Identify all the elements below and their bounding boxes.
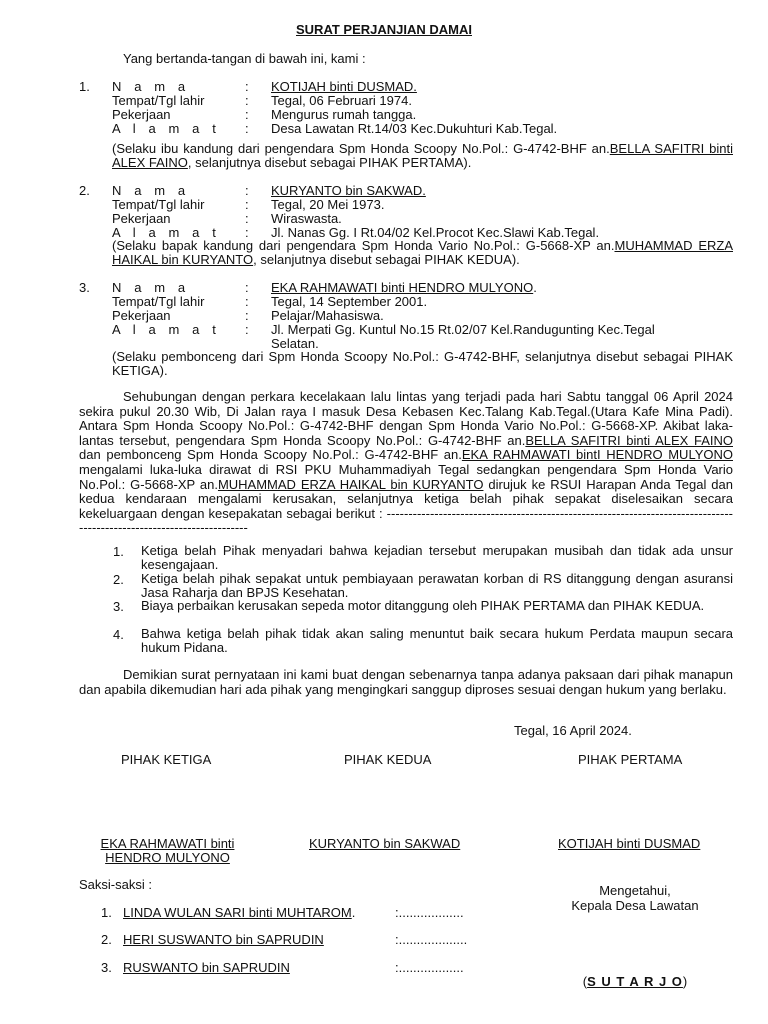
signature-name-kedua: KURYANTO bin SAKWAD	[309, 836, 461, 851]
party-address: Desa Lawatan Rt.14/03 Kec.Dukuhturi Kab.Tegal.	[271, 121, 558, 136]
closing-paragraph: Demikian surat pernyataan ini kami buat dengan sebenarnya tanpa adanya paksaan dari pihak manapun dan apabila dikemudian hari ada pihak yang mengingkari sanggup diproses sesuai dengan hukum yang berlaku.	[79, 667, 733, 697]
village-title: Kepala Desa Lawatan	[571, 898, 699, 913]
signature-title-kedua: PIHAK KEDUA	[344, 752, 432, 767]
colon: :	[245, 93, 249, 108]
signature-name-pertama: KOTIJAH binti DUSMAD	[558, 836, 701, 851]
witness-signature-line: :..................	[395, 905, 464, 920]
party-number: 2.	[79, 183, 90, 198]
list-text: Biaya perbaikan kerusakan sepeda motor ditanggung oleh PIHAK PERTAMA dan PIHAK KEDUA.	[141, 598, 705, 613]
birth-label: Tempat/Tgl lahir	[112, 93, 205, 108]
colon: :	[245, 121, 249, 136]
job-label: Pekerjaan	[112, 308, 171, 323]
party-address-line-2: Selatan.	[271, 336, 319, 351]
colon: :	[245, 308, 249, 323]
party-name: EKA RAHMAWATI binti HENDRO MULYONO.	[271, 280, 537, 295]
village-head-name: (S U T A R J O)	[582, 974, 688, 989]
colon: :	[245, 294, 249, 309]
witness-number: 2.	[101, 932, 112, 947]
witness-signature-line: :..................	[395, 960, 464, 975]
signature-name-ketiga: EKA RAHMAWATI binti	[100, 836, 235, 851]
witness-name: LINDA WULAN SARI binti MUHTAROM.	[123, 905, 356, 920]
colon: :	[245, 183, 249, 198]
party-name: KOTIJAH binti DUSMAD.	[271, 79, 417, 94]
signature-name-ketiga-line-2: HENDRO MULYONO	[105, 850, 230, 865]
intro-line: Yang bertanda-tangan di bawah ini, kami :	[123, 51, 366, 66]
list-number: 4.	[113, 627, 124, 642]
colon: :	[245, 322, 249, 337]
party-role-note: (Selaku pembonceng dari Spm Honda Scoopy No.Pol.: G-4742-BHF, selanjutnya disebut sebagai PIHAK KETIGA).	[112, 349, 733, 378]
list-text: Ketiga belah pihak sepakat untuk pembiayaan perawatan korban di RS ditanggung dengan asuransi Jasa Raharja dan BPJS Kesehatan.	[141, 571, 733, 600]
birth-label: Tempat/Tgl lahir	[112, 294, 205, 309]
party-number: 1.	[79, 79, 90, 94]
party-role-note: (Selaku ibu kandung dari pengendara Spm Honda Scoopy No.Pol.: G-4742-BHF an.BELLA SAFITRI binti ALEX FAINO, selanjutnya disebut sebagai PIHAK PERTAMA).	[112, 141, 733, 170]
party-role-note: (Selaku bapak kandung dari pengendara Spm Honda Vario No.Pol.: G-5668-XP an.MUHAMMAD ERZA HAIKAL bin KURYANTO, selanjutnya disebut sebagai PIHAK KEDUA).	[112, 238, 733, 267]
party-job: Pelajar/Mahasiswa.	[271, 308, 384, 323]
witness-name: HERI SUSWANTO bin SAPRUDIN	[123, 932, 324, 947]
party-number: 3.	[79, 280, 90, 295]
list-text: Ketiga belah Pihak menyadari bahwa kejadian tersebut merupakan musibah dan tidak ada unsur kesengajaan.	[141, 543, 733, 572]
colon: :	[245, 225, 249, 240]
witness-name: RUSWANTO bin SAPRUDIN	[123, 960, 290, 975]
list-number: 3.	[113, 599, 124, 614]
name-label: N a m a	[112, 280, 190, 295]
party-birth: Tegal, 06 Februari 1974.	[271, 93, 412, 108]
job-label: Pekerjaan	[112, 107, 171, 122]
birth-label: Tempat/Tgl lahir	[112, 197, 205, 212]
signature-title-pertama: PIHAK PERTAMA	[578, 752, 683, 767]
party-address: Jl. Nanas Gg. I Rt.04/02 Kel.Procot Kec.Slawi Kab.Tegal.	[271, 225, 600, 240]
witness-signature-line: :...................	[395, 932, 468, 947]
colon: :	[245, 79, 249, 94]
witnesses-label: Saksi-saksi :	[79, 877, 152, 892]
party-address-line-1: Jl. Merpati Gg. Kuntul No.15 Rt.02/07 Kel.Randugunting Kec.Tegal	[271, 322, 655, 337]
name-label: N a m a	[112, 79, 190, 94]
party-job: Wiraswasta.	[271, 211, 342, 226]
party-name: KURYANTO bin SAKWAD.	[271, 183, 426, 198]
colon: :	[245, 211, 249, 226]
address-label: A l a m a t	[112, 121, 221, 136]
witness-number: 1.	[101, 905, 112, 920]
address-label: A l a m a t	[112, 322, 221, 337]
place-date: Tegal, 16 April 2024.	[514, 723, 632, 738]
colon: :	[245, 280, 249, 295]
village-acknowledge: Mengetahui,	[599, 883, 671, 898]
party-birth: Tegal, 14 September 2001.	[271, 294, 428, 309]
party-birth: Tegal, 20 Mei 1973.	[271, 197, 385, 212]
witness-number: 3.	[101, 960, 112, 975]
document-title: SURAT PERJANJIAN DAMAI	[296, 22, 472, 37]
incident-paragraph: Sehubungan dengan perkara kecelakaan lalu lintas yang terjadi pada hari Sabtu tanggal 06 April 2024 sekira pukul 20.30 Wib, Di Jalan raya I masuk Desa Kebasen Kec.Talang Kab.Tegal.(Utara Kafe Mina Padi). Antara Spm Honda Scoopy No.Pol.: G-4742-BHF dengan Spm Honda Vario No.Pol.: G-5668-XP. Akibat laka-lantas tersebut, pengendara Spm Honda Scoopy No.Pol.: G-4742-BHF an.BELLA SAFITRI binti ALEX FAINO dan pembonceng Spm Honda Scoopy No.Pol.: G-4742-BHF an.EKA RAHMAWATI bintI HENDRO MULYONO mengalami luka-luka dirawat di RSI PKU Muhammadiyah Tegal sedangkan pengendara Spm Honda Vario No.Pol.: G-5668-XP an.MUHAMMAD ERZA HAIKAL bin KURYANTO dirujuk ke RSUI Harapan Anda Tegal dan kedua kendaraan mengalami kerusakan, selanjutnya ketiga belah pihak sepakat diselesaikan secara kekeluargaan dengan kesepakatan sebagai berikut : -----------------------------------------------------------------------------------------------------------------------	[79, 389, 733, 536]
colon: :	[245, 107, 249, 122]
colon: :	[245, 197, 249, 212]
list-number: 1.	[113, 544, 124, 559]
list-number: 2.	[113, 572, 124, 587]
signature-title-ketiga: PIHAK KETIGA	[121, 752, 212, 767]
name-label: N a m a	[112, 183, 190, 198]
party-job: Mengurus rumah tangga.	[271, 107, 417, 122]
job-label: Pekerjaan	[112, 211, 171, 226]
list-text: Bahwa ketiga belah pihak tidak akan saling menuntut baik secara hukum Perdata maupun secara hukum Pidana.	[141, 626, 733, 655]
address-label: A l a m a t	[112, 225, 221, 240]
